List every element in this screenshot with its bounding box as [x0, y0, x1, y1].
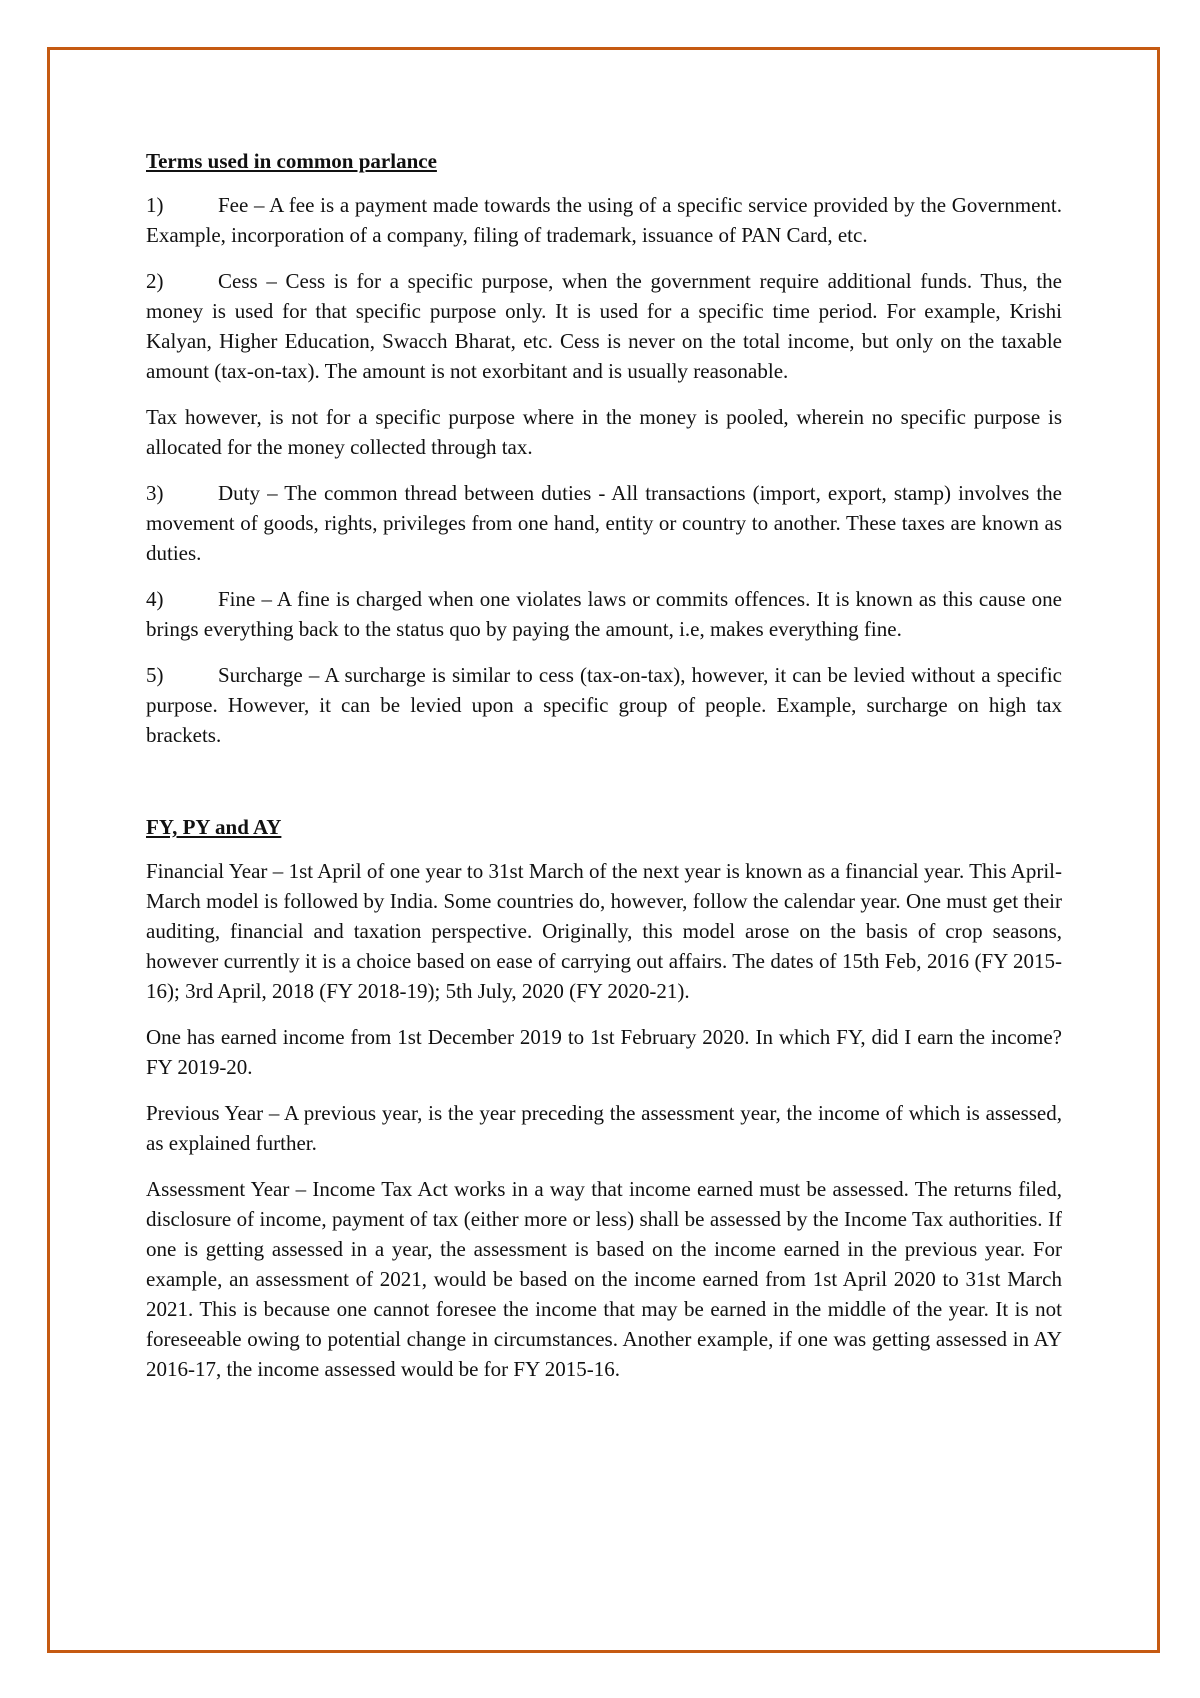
term-duty [146, 478, 1062, 568]
previous-year-paragraph: Previous Year – A previous year, is the year preceding the assessment year, the income of which is assessed, as explained further. [146, 1101, 1062, 1155]
tax-note: Tax however, is not for a specific purpose where in the money is pooled, wherein no specific purpose is allocated for the money collected through tax. [146, 405, 1062, 459]
term-fee [146, 190, 1062, 250]
assessment-year-paragraph: Assessment Year – Income Tax Act works in a way that income earned must be assessed. The returns filed, disclosure of income, payment of tax (either more or less) shall be assessed by the Income Tax authorities. If one is getting assessed in a year, the assessment is based on the income earned in the previous year. For example, an assessment of 2021, would be based on the income earned from 1st April 2020 to 31st March 2021. This is because one cannot foresee the income that may be earned in the middle of the year. It is not foreseeable owing to potential change in circumstances. Another example, if one was getting assessed in AY 2016-17, the income assessed would be for FY 2015-16. [146, 1177, 1062, 1381]
document-content [146, 146, 1062, 1400]
section-spacer [146, 766, 1062, 812]
item-number: 2) [146, 269, 164, 293]
item-number: 5) [146, 663, 164, 687]
term-cess [146, 266, 1062, 386]
item-text: Fee – A fee is a payment made towards the using of a specific service provided by the Government. Example, incorporation of a company, filing of trademark, issuance of PAN Card, etc. [146, 193, 1062, 247]
term-surcharge [146, 660, 1062, 750]
financial-year-paragraph: Financial Year – 1st April of one year to 31st March of the next year is known as a financial year. This April-March model is followed by India. Some countries do, however, follow the calendar year. One must get their auditing, financial and taxation perspective. Originally, this model arose on the basis of crop seasons, however currently it is a choice based on ease of carrying out affairs. The dates of 15th Feb, 2016 (FY 2015-16); 3rd April, 2018 (FY 2018-19); 5th July, 2020 (FY 2020-21). [146, 859, 1062, 1003]
item-number: 3) [146, 481, 164, 505]
section-heading-terms: Terms used in common parlance [146, 149, 437, 173]
item-number: 1) [146, 193, 164, 217]
item-number: 4) [146, 587, 164, 611]
item-text: Fine – A fine is charged when one violates laws or commits offences. It is known as this cause one brings everything back to the status quo by paying the amount, i.e, makes everything fine. [146, 587, 1062, 641]
item-text: Duty – The common thread between duties - All transactions (import, export, stamp) involves the movement of goods, rights, privileges from one hand, entity or country to another. These taxes are known as duties. [146, 481, 1062, 565]
item-text: Cess – Cess is for a specific purpose, when the government require additional funds. Thus, the money is used for that specific purpose only. It is used for a specific time period. For example, Krishi Kalyan, Higher Education, Swacch Bharat, etc. Cess is never on the total income, but only on the taxable amount (tax-on-tax). The amount is not exorbitant and is usually reasonable. [146, 269, 1062, 383]
term-fine [146, 584, 1062, 644]
income-example-paragraph: One has earned income from 1st December 2019 to 1st February 2020. In which FY, did I earn the income? FY 2019-20. [146, 1025, 1062, 1079]
item-text: Surcharge – A surcharge is similar to cess (tax-on-tax), however, it can be levied without a specific purpose. However, it can be levied upon a specific group of people. Example, surcharge on high tax brackets. [146, 663, 1062, 747]
section-heading-fy-py-ay: FY, PY and AY [146, 815, 282, 839]
